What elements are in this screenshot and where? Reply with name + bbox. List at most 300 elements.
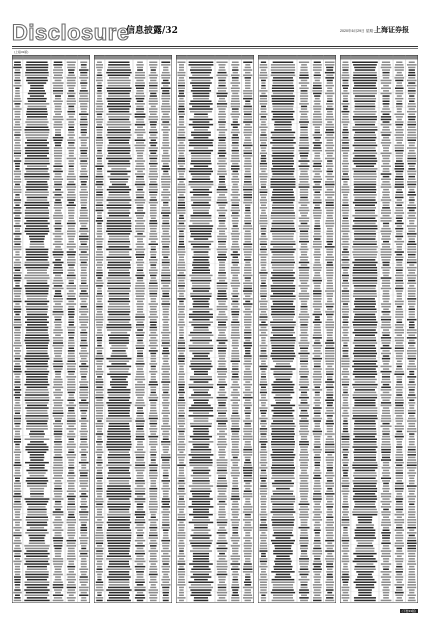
cell-text <box>192 283 210 285</box>
cell-text <box>15 358 20 360</box>
cell-text <box>150 160 157 162</box>
cell-text <box>151 374 156 376</box>
cell-text <box>178 82 185 84</box>
cell-text <box>354 98 376 100</box>
cell-text <box>325 158 334 160</box>
cell-text <box>219 506 225 508</box>
cell-text <box>107 277 132 279</box>
cell-text <box>107 556 131 558</box>
cell-text <box>260 306 267 308</box>
cell-text <box>274 397 293 399</box>
cell-text <box>395 129 404 131</box>
cell-text <box>326 535 334 537</box>
cell-text <box>136 558 145 560</box>
cell-text <box>24 358 49 360</box>
cell-text <box>150 348 156 350</box>
cell-text <box>68 452 74 454</box>
cell-text <box>217 548 228 550</box>
cell-text <box>219 597 226 599</box>
cell-text <box>149 150 157 152</box>
cell-text <box>14 410 20 412</box>
cell-text <box>69 160 74 162</box>
cell-text <box>301 64 307 66</box>
cell-text <box>97 428 103 430</box>
cell-text <box>299 184 310 186</box>
cell-text <box>81 262 87 264</box>
cell-text <box>312 389 322 391</box>
cell-text <box>179 389 184 391</box>
cell-text <box>260 207 267 209</box>
cell-text <box>162 384 169 386</box>
cell-text <box>161 181 170 183</box>
cell-text <box>273 413 292 415</box>
cell-text <box>109 119 129 121</box>
cell-text <box>299 384 309 386</box>
cell-text <box>136 64 143 66</box>
cell-text <box>25 202 49 204</box>
cell-text <box>150 387 156 389</box>
cell-text <box>245 501 250 503</box>
cell-text <box>161 184 170 186</box>
cell-text <box>260 215 267 217</box>
cell-text <box>260 392 267 394</box>
cell-text <box>232 181 239 183</box>
cell-text <box>325 207 334 209</box>
cell-text <box>315 527 320 529</box>
cell-text <box>109 480 130 482</box>
cell-text <box>299 150 310 152</box>
cell-text <box>299 540 308 542</box>
cell-text <box>231 569 240 571</box>
cell-text <box>108 166 130 168</box>
cell-text <box>53 311 64 313</box>
cell-text <box>151 517 156 519</box>
cell-text <box>53 233 64 235</box>
cell-text <box>395 332 404 334</box>
cell-text <box>137 350 143 352</box>
cell-text <box>179 241 184 243</box>
cell-text <box>194 114 208 116</box>
cell-text <box>193 93 210 95</box>
cell-text <box>149 340 158 342</box>
cell-text <box>26 381 48 383</box>
cell-text <box>325 444 334 446</box>
cell-text <box>26 114 48 116</box>
cell-text <box>355 298 375 300</box>
cell-text <box>299 527 310 529</box>
cell-text <box>189 462 212 464</box>
cell-text <box>67 298 76 300</box>
cell-text <box>162 566 170 568</box>
cell-text <box>67 480 75 482</box>
cell-text <box>14 147 20 149</box>
cell-text <box>54 285 62 287</box>
cell-text <box>260 166 267 168</box>
cell-text <box>15 314 19 316</box>
cell-text <box>149 225 157 227</box>
cell-text <box>137 277 143 279</box>
cell-text <box>407 171 416 173</box>
cell-text <box>408 348 415 350</box>
cell-text <box>81 548 86 550</box>
cell-text <box>148 119 158 121</box>
cell-text <box>67 293 76 295</box>
cell-text <box>217 88 227 90</box>
cell-text <box>137 62 143 64</box>
cell-text <box>327 319 333 321</box>
cell-text <box>300 556 307 558</box>
cell-text <box>15 340 20 342</box>
cell-text <box>274 480 291 482</box>
cell-text <box>163 496 169 498</box>
cell-text <box>136 431 144 433</box>
cell-text <box>68 340 74 342</box>
cell-text <box>232 259 239 261</box>
cell-text <box>67 579 76 581</box>
cell-text <box>244 233 251 235</box>
cell-text <box>136 426 144 428</box>
cell-text <box>381 353 391 355</box>
cell-text <box>163 548 169 550</box>
cell-text <box>273 530 293 532</box>
cell-text <box>95 405 103 407</box>
cell-text <box>137 158 143 160</box>
cell-text <box>66 363 76 365</box>
cell-text <box>68 410 74 412</box>
cell-text <box>178 436 184 438</box>
cell-text <box>15 197 20 199</box>
cell-text <box>217 524 226 526</box>
cell-text <box>342 337 349 339</box>
cell-text <box>380 218 391 220</box>
cell-text <box>107 488 130 490</box>
cell-text <box>243 75 252 77</box>
cell-text <box>301 480 308 482</box>
cell-text <box>189 119 212 121</box>
cell-text <box>217 410 227 412</box>
cell-text <box>68 108 74 110</box>
cell-text <box>243 569 252 571</box>
cell-text <box>189 314 213 316</box>
cell-text <box>232 314 239 316</box>
cell-text <box>314 233 320 235</box>
cell-text <box>163 316 168 318</box>
cell-text <box>395 371 404 373</box>
cell-text <box>79 556 88 558</box>
cell-text <box>395 168 405 170</box>
cell-text <box>150 134 156 136</box>
cell-text <box>217 202 228 204</box>
cell-text <box>80 444 88 446</box>
cell-text <box>245 223 251 225</box>
cell-text <box>108 103 130 105</box>
cell-text <box>232 228 240 230</box>
cell-text <box>327 470 333 472</box>
cell-text <box>81 153 87 155</box>
cell-text <box>327 189 333 191</box>
cell-text <box>80 215 87 217</box>
cell-text <box>54 361 63 363</box>
cell-text <box>270 186 295 188</box>
cell-text <box>162 420 169 422</box>
cell-text <box>151 366 156 368</box>
cell-text <box>178 439 185 441</box>
cell-text <box>231 155 239 157</box>
cell-text <box>327 548 333 550</box>
cell-text <box>243 571 253 573</box>
cell-text <box>96 407 103 409</box>
cell-text <box>218 108 225 110</box>
cell-text <box>300 537 308 539</box>
cell-text <box>243 90 252 92</box>
cell-text <box>150 280 157 282</box>
cell-text <box>161 280 171 282</box>
cell-text <box>312 345 322 347</box>
cell-text <box>354 207 376 209</box>
cell-text <box>55 517 61 519</box>
cell-text <box>395 251 404 253</box>
cell-text <box>314 168 321 170</box>
cell-text <box>245 80 251 82</box>
cell-text <box>232 582 238 584</box>
cell-text <box>382 108 390 110</box>
cell-text <box>108 127 130 129</box>
cell-text <box>162 418 169 420</box>
cell-text <box>97 345 102 347</box>
cell-text <box>230 82 240 84</box>
cell-text <box>194 374 208 376</box>
cell-text <box>300 192 309 194</box>
cell-text <box>68 353 75 355</box>
cell-text <box>54 353 62 355</box>
cell-text <box>190 379 212 381</box>
cell-text <box>26 350 47 352</box>
cell-text <box>15 400 21 402</box>
cell-text <box>260 517 266 519</box>
cell-text <box>407 249 416 251</box>
cell-text <box>149 82 158 84</box>
cell-text <box>162 376 169 378</box>
cell-text <box>136 106 143 108</box>
cell-text <box>79 98 88 100</box>
cell-text <box>260 384 268 386</box>
cell-text <box>96 426 103 428</box>
cell-text <box>271 64 295 66</box>
cell-text <box>178 285 185 287</box>
cell-text <box>66 77 76 79</box>
cell-text <box>54 147 62 149</box>
cell-text <box>54 267 63 269</box>
cell-text <box>231 327 239 329</box>
cell-text <box>69 337 74 339</box>
cell-text <box>301 576 307 578</box>
cell-text <box>301 215 307 217</box>
cell-text <box>191 67 212 69</box>
cell-text <box>232 566 238 568</box>
cell-text <box>314 558 320 560</box>
cell-text <box>219 389 225 391</box>
cell-text <box>53 197 63 199</box>
cell-text <box>26 296 47 298</box>
cell-text <box>354 186 376 188</box>
cell-text <box>217 189 228 191</box>
cell-text <box>95 389 103 391</box>
cell-text <box>162 129 170 131</box>
cell-text <box>243 496 252 498</box>
cell-text <box>244 553 251 555</box>
cell-text <box>97 288 101 290</box>
cell-text <box>80 293 88 295</box>
cell-text <box>13 288 21 290</box>
cell-text <box>353 309 376 311</box>
cell-text <box>408 82 415 84</box>
cell-text <box>162 93 170 95</box>
cell-text <box>54 296 62 298</box>
cell-text <box>55 134 61 136</box>
cell-text <box>81 488 86 490</box>
cell-text <box>178 524 185 526</box>
cell-text <box>137 309 143 311</box>
section-name: 信息披露 <box>126 26 163 36</box>
cell-text <box>151 368 156 370</box>
cell-text <box>108 93 129 95</box>
cell-text <box>189 108 212 110</box>
cell-text <box>260 218 267 220</box>
cell-text <box>80 394 88 396</box>
cell-text <box>243 116 252 118</box>
cell-text <box>189 181 214 183</box>
cell-text <box>342 348 349 350</box>
cell-text <box>409 264 414 266</box>
cell-text <box>179 121 185 123</box>
cell-text <box>107 189 131 191</box>
cell-text <box>25 194 49 196</box>
cell-text <box>261 212 266 214</box>
cell-text <box>68 407 74 409</box>
cell-text <box>149 168 157 170</box>
cell-text <box>80 95 88 97</box>
cell-text <box>300 574 309 576</box>
cell-text <box>30 491 44 493</box>
cell-text <box>407 259 416 261</box>
cell-text <box>149 184 157 186</box>
cell-text <box>271 199 294 201</box>
cell-text <box>382 342 391 344</box>
cell-text <box>68 225 75 227</box>
cell-text <box>218 90 226 92</box>
cell-text <box>68 220 75 222</box>
cell-text <box>55 569 61 571</box>
cell-text <box>381 327 392 329</box>
cell-text <box>15 205 19 207</box>
cell-text <box>161 584 170 586</box>
cell-text <box>259 301 267 303</box>
cell-text <box>150 215 156 217</box>
cell-text <box>233 543 238 545</box>
cell-text <box>80 241 87 243</box>
cell-text <box>314 257 320 259</box>
cell-text <box>313 335 322 337</box>
cell-text <box>244 176 251 178</box>
cell-text <box>273 114 293 116</box>
cell-text <box>232 197 238 199</box>
cell-text <box>15 296 21 298</box>
cell-text <box>69 439 75 441</box>
cell-text <box>179 288 185 290</box>
cell-text <box>218 374 226 376</box>
cell-text <box>15 449 21 451</box>
cell-text <box>26 259 47 261</box>
cell-text <box>96 108 103 110</box>
cell-text <box>301 470 307 472</box>
cell-text <box>313 298 322 300</box>
cell-text <box>194 355 208 357</box>
cell-text <box>312 519 322 521</box>
cell-text <box>96 106 102 108</box>
cell-text <box>274 371 293 373</box>
cell-text <box>178 249 185 251</box>
cell-text <box>95 371 103 373</box>
cell-text <box>162 504 169 506</box>
cell-text <box>24 589 49 591</box>
cell-text <box>54 571 61 573</box>
cell-text <box>79 249 88 251</box>
cell-text <box>54 405 62 407</box>
cell-text <box>272 147 295 149</box>
cell-text <box>219 220 226 222</box>
cell-text <box>108 519 130 521</box>
cell-text <box>343 272 348 274</box>
cell-text <box>396 342 403 344</box>
cell-text <box>270 298 295 300</box>
cell-text <box>301 80 307 82</box>
cell-text <box>163 493 169 495</box>
cell-text <box>218 244 225 246</box>
cell-text <box>382 280 390 282</box>
cell-text <box>15 132 21 134</box>
cell-text <box>193 210 209 212</box>
cell-text <box>193 95 210 97</box>
cell-text <box>14 475 22 477</box>
cell-text <box>315 129 320 131</box>
cell-text <box>354 316 376 318</box>
cell-text <box>96 543 103 545</box>
cell-text <box>149 163 158 165</box>
cell-text <box>26 119 47 121</box>
cell-text <box>161 454 170 456</box>
cell-text <box>313 199 321 201</box>
cell-text <box>259 238 267 240</box>
cell-text <box>97 431 102 433</box>
cell-text <box>299 77 309 79</box>
cell-text <box>314 475 320 477</box>
cell-text <box>218 400 227 402</box>
cell-text <box>383 121 390 123</box>
cell-text <box>343 355 349 357</box>
cell-text <box>53 584 64 586</box>
cell-text <box>260 493 267 495</box>
cell-text <box>301 254 307 256</box>
cell-text <box>162 517 169 519</box>
cell-text <box>68 498 75 500</box>
cell-text <box>67 179 76 181</box>
cell-text <box>243 303 252 305</box>
cell-text <box>151 218 156 220</box>
cell-text <box>68 371 75 373</box>
cell-text <box>149 441 157 443</box>
cell-text <box>191 452 211 454</box>
cell-text <box>315 454 320 456</box>
